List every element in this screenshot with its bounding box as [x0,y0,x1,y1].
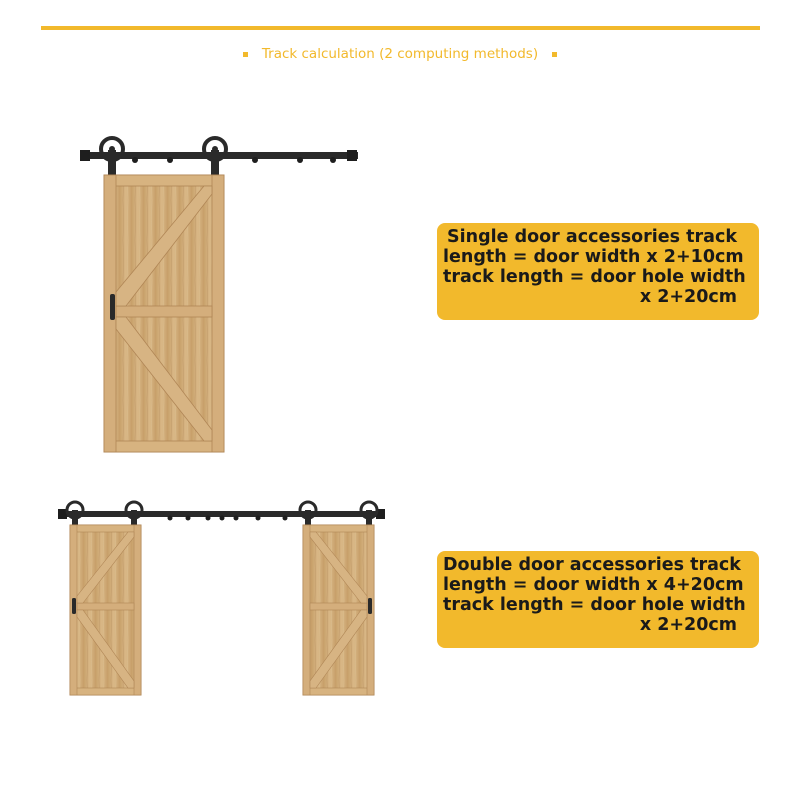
door-handle-icon [72,598,76,614]
callout-line: Double door accessories track [443,555,741,575]
left-door [70,525,141,695]
right-door [303,525,374,695]
callout-line: Single door accessories track [447,227,737,247]
door-handle-icon [110,294,115,320]
double-track-rail [58,509,385,521]
single-barn-door-illustration [80,138,358,452]
callout-line: x 2+20cm [639,615,737,635]
callout-line: x 2+20cm [639,287,737,307]
double-door-formula-callout [437,551,759,648]
single-door [104,175,224,452]
callout-line: length = door width x 4+20cm [443,575,744,595]
double-barn-door-illustration [58,502,385,695]
header-title: Track calculation (2 computing methods) [261,46,539,62]
callout-line: length = door width x 2+10cm [443,247,744,267]
callout-line: track length = door hole width [443,267,746,287]
single-door-formula-callout [437,223,759,320]
door-handle-icon [368,598,372,614]
callout-line: track length = door hole width [443,595,746,615]
